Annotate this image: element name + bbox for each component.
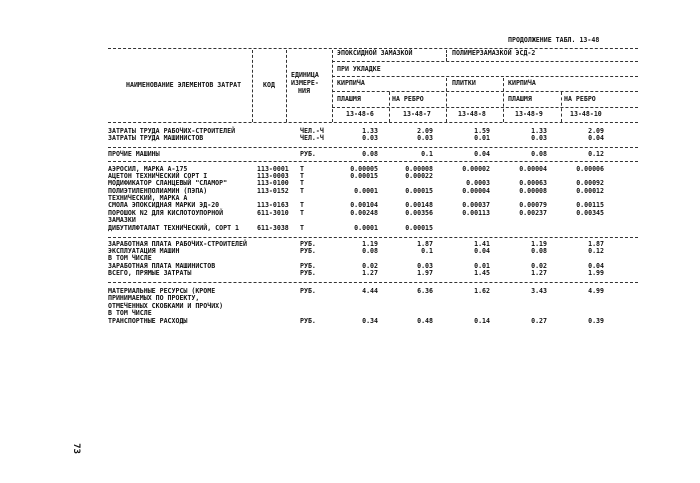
row-value: 0.00237 [519, 209, 547, 217]
row-value: 1.45 [474, 269, 490, 277]
row-code: 113-0100 [257, 179, 289, 187]
continuation-label: ПРОДОЛЖЕНИЕ ТАБЛ. 13-48 [508, 36, 600, 44]
row-value: 0.08 [531, 247, 547, 255]
row-value: 1.97 [417, 269, 433, 277]
row-value: 0.00015 [405, 224, 433, 232]
row-value: 0.04 [588, 134, 604, 142]
vrule-code [286, 50, 287, 122]
row-code: 611-3038 [257, 224, 289, 232]
row-value: 0.00248 [350, 209, 378, 217]
row-value: 0.04 [474, 150, 490, 158]
row-name: ТЕХНИЧЕСКИЙ, МАРКА А [108, 194, 188, 202]
row-unit: Т [300, 172, 304, 180]
row-value: 0.01 [474, 134, 490, 142]
header-code: КОД [263, 81, 275, 89]
vrule-unit [332, 50, 333, 122]
row-value: 0.27 [531, 317, 547, 325]
row-value: 0.08 [362, 150, 378, 158]
row-name: ЗАМАЗКИ [108, 216, 136, 224]
row-code: 113-0003 [257, 172, 289, 180]
row-value: 0.00113 [462, 209, 490, 217]
row-value: 0.03 [417, 134, 433, 142]
row-value: 1.27 [531, 269, 547, 277]
row-value: 0.00115 [576, 201, 604, 209]
row-value: 0.00015 [405, 187, 433, 195]
header-laying: ПРИ УКЛАДКЕ [337, 65, 381, 73]
row-name: МОДИФИКАТОР СЛАНЦЕВЫЙ "СЛАМОР" [108, 179, 228, 187]
row-value: 1.33 [531, 127, 547, 135]
header-tiles: ПЛИТКИ [452, 79, 476, 87]
row-name: ОТМЕЧЕННЫХ СКОБКАМИ И ПРОЧИХ) [108, 302, 224, 310]
rule-orient [332, 91, 638, 92]
row-name: ЗАРАБОТНАЯ ПЛАТА МАШИНИСТОВ [108, 262, 216, 270]
row-value: 0.00012 [576, 187, 604, 195]
row-name: ВСЕГО, ПРЯМЫЕ ЗАТРАТЫ [108, 269, 192, 277]
row-value: 1.87 [588, 240, 604, 248]
row-value: 0.02 [531, 262, 547, 270]
row-value: 0.0001 [354, 224, 378, 232]
page-number: 73 [70, 443, 81, 454]
row-unit: РУБ. [300, 150, 316, 158]
row-name: ПРИНИМАЕМЫХ ПО ПРОЕКТУ, [108, 294, 200, 302]
row-value: 0.00063 [519, 179, 547, 187]
row-name: ПОРОШОК N2 ДЛЯ КИСЛОТОУПОРНОЙ [108, 209, 224, 217]
row-value: 0.08 [531, 150, 547, 158]
row-unit: РУБ. [300, 287, 316, 295]
row-value: 0.04 [474, 247, 490, 255]
section-rule [108, 282, 638, 283]
row-value: 0.1 [421, 247, 433, 255]
row-value: 0.00002 [462, 165, 490, 173]
row-value: 0.00005 [350, 165, 378, 173]
row-value: 1.19 [531, 240, 547, 248]
section-rule [108, 147, 638, 148]
row-value: 0.12 [588, 247, 604, 255]
section-rule [108, 237, 638, 238]
row-value: 1.33 [362, 127, 378, 135]
row-value: 6.36 [417, 287, 433, 295]
header-unit-1: ЕДИНИЦА [291, 71, 319, 79]
row-value: 0.00356 [405, 209, 433, 217]
row-name: ЗАТРАТЫ ТРУДА МАШИНИСТОВ [108, 134, 204, 142]
row-value: 0.00148 [405, 201, 433, 209]
row-unit: РУБ. [300, 262, 316, 270]
row-unit: Т [300, 179, 304, 187]
row-value: 0.00015 [350, 172, 378, 180]
row-code: 113-0152 [257, 187, 289, 195]
header-unit-2: ИЗМЕРЕ- [291, 79, 319, 87]
row-value: 1.62 [474, 287, 490, 295]
row-name: ПОЛИЭТИЛЕНПОЛИАМИН (ПЭПА) [108, 187, 208, 195]
header-edge-2: НА РЕБРО [564, 95, 596, 103]
row-name: В ТОМ ЧИСЛЕ [108, 254, 152, 262]
row-value: 1.99 [588, 269, 604, 277]
row-value: 1.41 [474, 240, 490, 248]
row-unit: Т [300, 187, 304, 195]
header-brick-1: КИРПИЧА [337, 79, 365, 87]
row-value: 0.0003 [466, 179, 490, 187]
vrule-edge1 [389, 92, 390, 122]
col-code: 13-48-8 [458, 110, 486, 118]
row-value: 0.00104 [350, 201, 378, 209]
row-value: 0.08 [362, 247, 378, 255]
row-value: 1.87 [417, 240, 433, 248]
row-value: 4.44 [362, 287, 378, 295]
col-code: 13-48-10 [570, 110, 602, 118]
row-name: ЗАТРАТЫ ТРУДА РАБОЧИХ-СТРОИТЕЛЕЙ [108, 127, 236, 135]
row-unit: РУБ. [300, 317, 316, 325]
row-unit: РУБ. [300, 269, 316, 277]
row-name: ДИБУТИЛФТАЛАТ ТЕХНИЧЕСКИЙ, СОРТ 1 [108, 224, 240, 232]
row-value: 1.59 [474, 127, 490, 135]
row-value: 0.00008 [519, 187, 547, 195]
row-name: ТРАНСПОРТНЫЕ РАСХОДЫ [108, 317, 188, 325]
row-value: 0.48 [417, 317, 433, 325]
row-name: ЭКСПЛУАТАЦИЯ МАШИН [108, 247, 180, 255]
row-name: СМОЛА ЭПОКСИДНАЯ МАРКИ ЭД-20 [108, 201, 220, 209]
row-value: 2.09 [588, 127, 604, 135]
row-unit: РУБ. [300, 240, 316, 248]
row-value: 0.1 [421, 150, 433, 158]
row-value: 0.00006 [576, 165, 604, 173]
row-value: 0.00079 [519, 201, 547, 209]
vrule-tiles [446, 78, 447, 122]
row-unit: ЧЕЛ.-Ч [300, 134, 324, 142]
rule-laying [332, 61, 638, 62]
row-code: 113-0163 [257, 201, 289, 209]
row-value: 0.39 [588, 317, 604, 325]
col-code: 13-48-9 [515, 110, 543, 118]
row-name: АЦЕТОН ТЕХНИЧЕСКИЙ СОРТ I [108, 172, 208, 180]
row-value: 0.00004 [519, 165, 547, 173]
section-rule [108, 161, 638, 162]
row-name: ПРОЧИЕ МАШИНЫ [108, 150, 160, 158]
row-value: 0.03 [417, 262, 433, 270]
header-name: НАИМЕНОВАНИЕ ЭЛЕМЕНТОВ ЗАТРАТ [126, 81, 242, 89]
row-value: 0.14 [474, 317, 490, 325]
header-flat-2: ПЛАШМЯ [508, 95, 532, 103]
row-unit: Т [300, 209, 304, 217]
rule-types [332, 76, 638, 77]
row-value: 0.00008 [405, 165, 433, 173]
row-name: ЗАРАБОТНАЯ ПЛАТА РАБОЧИХ-СТРОИТЕЛЕЙ [108, 240, 247, 248]
row-unit: ЧЕЛ.-Ч [300, 127, 324, 135]
row-value: 0.04 [588, 262, 604, 270]
row-value: 0.00022 [405, 172, 433, 180]
header-brick-2: КИРПИЧА [508, 79, 536, 87]
col-code: 13-48-6 [346, 110, 374, 118]
vrule-edge2 [561, 92, 562, 122]
row-value: 0.34 [362, 317, 378, 325]
row-value: 0.00004 [462, 187, 490, 195]
row-name: АЭРОСИЛ, МАРКА А-175 [108, 165, 188, 173]
row-value: 1.27 [362, 269, 378, 277]
col-code: 13-48-7 [403, 110, 431, 118]
row-name: МАТЕРИАЛЬНЫЕ РЕСУРСЫ (КРОМЕ [108, 287, 216, 295]
row-value: 0.0001 [354, 187, 378, 195]
row-value: 0.01 [474, 262, 490, 270]
row-code: 611-3010 [257, 209, 289, 217]
row-unit: Т [300, 201, 304, 209]
row-value: 2.09 [417, 127, 433, 135]
header-epoxy: ЭПОКСИДНОЙ ЗАМАЗКОЙ [337, 49, 413, 57]
row-value: 0.03 [362, 134, 378, 142]
rule-header-mid [332, 107, 638, 108]
header-flat-1: ПЛАШМЯ [337, 95, 361, 103]
row-name: В ТОМ ЧИСЛЕ [108, 309, 152, 317]
row-unit: Т [300, 224, 304, 232]
row-value: 0.12 [588, 150, 604, 158]
header-edge-1: НА РЕБРО [392, 95, 424, 103]
header-polymer: ПОЛИМЕРЗАМАЗКОЙ ЭСД-2 [452, 49, 536, 57]
header-unit-3: НИЯ [298, 87, 310, 95]
rule-header-bottom [108, 122, 638, 123]
row-value: 0.00345 [576, 209, 604, 217]
row-value: 0.00092 [576, 179, 604, 187]
vrule-polymer [446, 50, 447, 61]
row-value: 0.03 [531, 134, 547, 142]
row-unit: РУБ. [300, 247, 316, 255]
row-value: 1.19 [362, 240, 378, 248]
row-value: 4.99 [588, 287, 604, 295]
row-value: 0.00037 [462, 201, 490, 209]
row-value: 0.02 [362, 262, 378, 270]
row-code: 113-0001 [257, 165, 289, 173]
vrule-name [252, 50, 253, 122]
vrule-brick2 [503, 78, 504, 122]
row-unit: Т [300, 165, 304, 173]
row-value: 3.43 [531, 287, 547, 295]
